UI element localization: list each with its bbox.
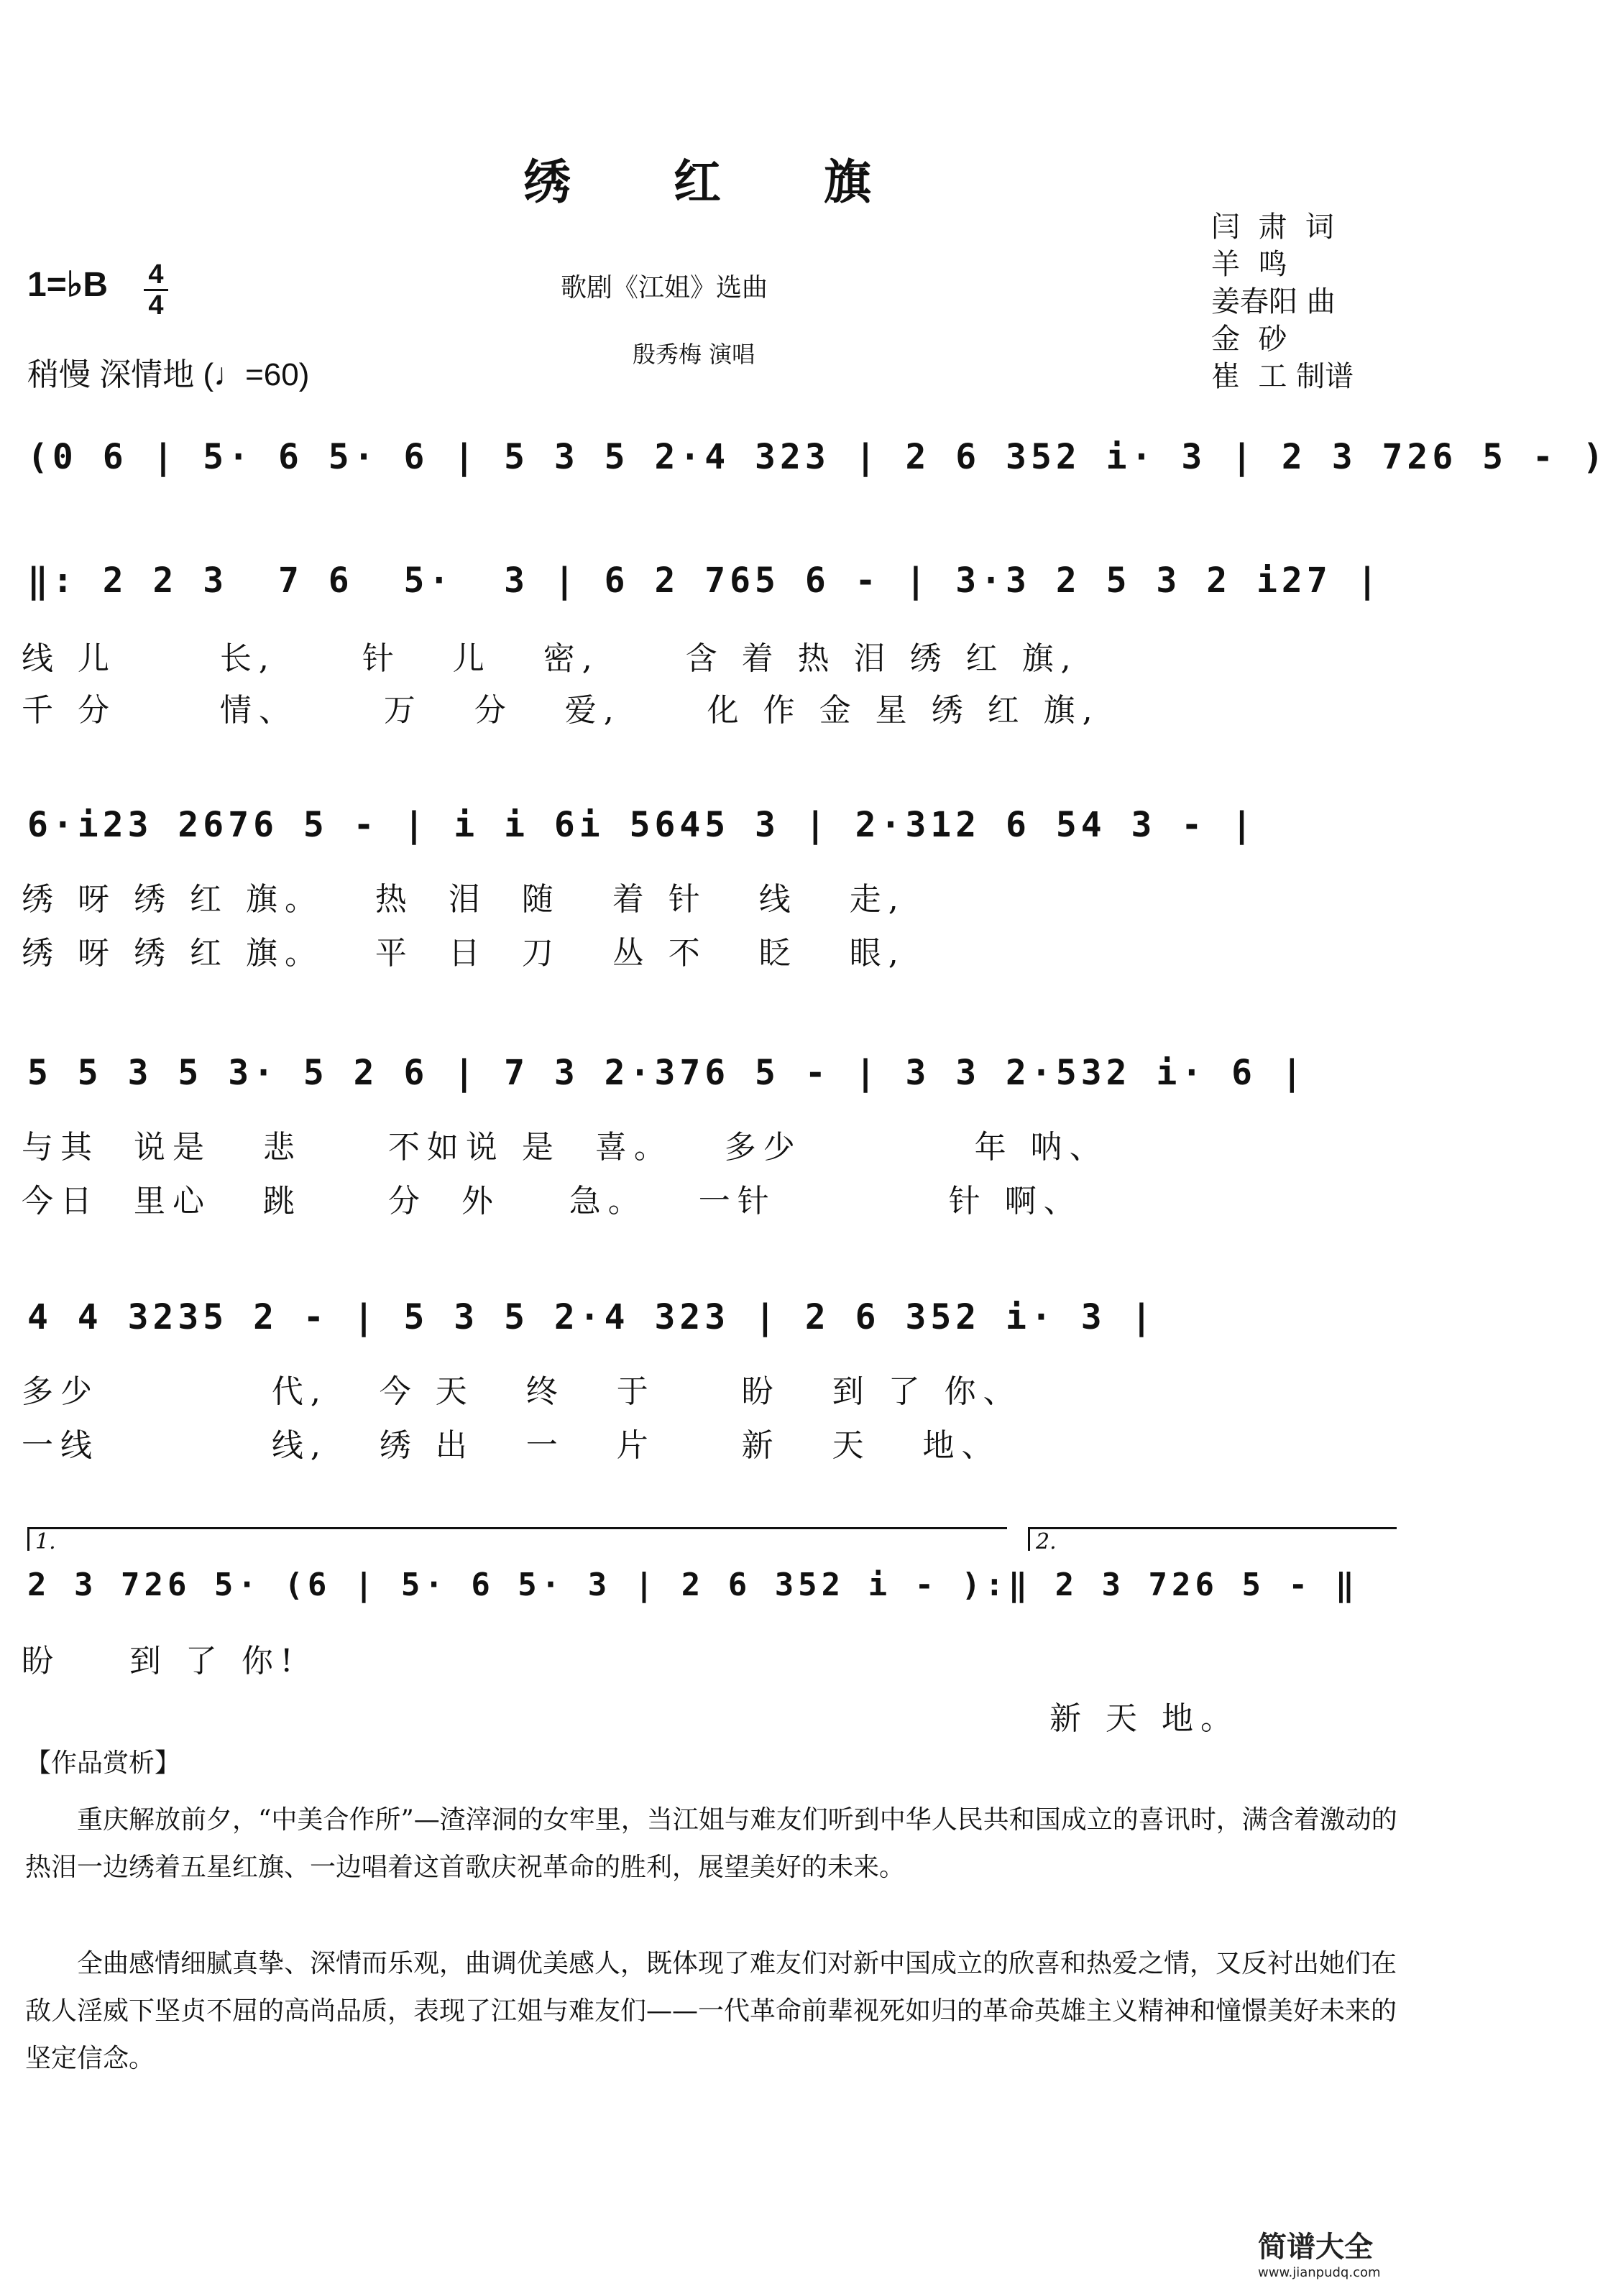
site-logo [1258,2224,1423,2282]
row2-lyric-verse1: 绣 呀 绣 红 旗。 热 泪 随 着 针 线 走, [22,881,906,918]
site-logo-url: www.jianpudq.com [1258,2265,1381,2280]
row1-notes: ‖: 2 2 3 7 6 5· 3 | 6 2 765 6 - | 3·3 2 5 3 2 i27 | [27,561,1382,601]
volta-bracket-1 [27,1527,1007,1554]
row4-notes: 4 4 3235 2 - | 5 3 5 2·4 323 | 2 6 352 i· 3 | [27,1297,1157,1337]
key-signature: 1=♭B [27,266,109,304]
credit-composer-1: 羊 鸣 [1211,248,1287,281]
credit-lyricist: 闫 肃 词 [1211,211,1334,244]
row3-notes: 5 5 3 5 3· 5 2 6 | 7 3 2·376 5 - | 3 3 2·532 i· 6 | [27,1053,1307,1093]
subtitle: 歌剧《江姐》选曲 [561,273,768,303]
singer: 殷秀梅 演唱 [633,341,755,368]
row5-lyric-verse1: 盼 到 了 你! [22,1643,300,1679]
tempo-marking: 稍慢 深情地 (♩=60) [27,357,310,392]
row5-lyric-verse2: 新 天 地。 [1049,1700,1239,1737]
time-signature-bottom: 4 [148,290,164,321]
row4-lyric-verse2: 一线 线, 绣 出 一 片 新 天 地、 [22,1427,1001,1464]
volta-label-2: 2. [1036,1529,1057,1554]
credit-composer-3: 金 砂 [1211,323,1287,356]
row1-lyric-verse1: 线 儿 长, 针 儿 密, 含 着 热 泪 绣 红 旗, [22,640,1078,677]
page-title: 绣 红 旗 [523,155,914,210]
row2-notes: 6·i23 2676 5 - | i i 6i 5645 3 | 2·312 6 54 3 - | [27,805,1257,845]
site-logo-name: 简谱大全 [1258,2231,1373,2264]
time-signature-top: 4 [148,259,164,290]
volta-label-1: 1. [35,1529,56,1554]
intro-notes: (0 6 | 5· 6 5· 6 | 5 3 5 2·4 323 | 2 6 352 i· 3 | 2 3 726 5 - ) [27,437,1608,477]
row3-lyric-verse1: 与其 说是 悲 不如说 是 喜。 多少 年 呐、 [22,1129,1108,1166]
credits-block [1211,208,1354,395]
credit-transcriber: 崔 工 制谱 [1211,360,1354,393]
row2-lyric-verse2: 绣 呀 绣 红 旗。 平 日 刀 丛 不 眨 眼, [22,935,906,972]
row3-lyric-verse2: 今日 里心 跳 分 外 急。 一针 针 啊、 [22,1183,1083,1220]
analysis-paragraph-2: 全曲感情细腻真挚、深情而乐观，曲调优美感人，既体现了难友们对新中国成立的欣喜和热爱之情，又反衬出她们在敌人淫威下坚贞不屈的高尚品质，表现了江姐与难友们——一代革命前辈视死如归的革命英雄主义精神和憧憬美好未来的坚定信念。 [25,1949,1397,2073]
volta-bracket-2 [1028,1527,1397,1554]
row1-lyric-verse2: 千 分 情、 万 分 爱, 化 作 金 星 绣 红 旗, [22,692,1100,729]
row5-notes: 2 3 726 5· (6 | 5· 6 5· 3 | 2 6 352 i - ):‖ 2 3 726 5 - ‖ [27,1567,1359,1603]
analysis-heading: 【作品赏析】 [25,1748,181,1778]
row4-lyric-verse1: 多少 代, 今 天 终 于 盼 到 了 你、 [22,1373,1022,1410]
analysis-paragraph-1: 重庆解放前夕，“中美合作所”—渣滓洞的女牢里，当江姐与难友们听到中华人民共和国成立的喜讯时，满含着激动的热泪一边绣着五星红旗、一边唱着这首歌庆祝革命的胜利，展望美好的未来。 [25,1805,1397,1882]
credit-composer-2: 姜春阳 曲 [1211,285,1336,318]
time-signature [144,260,168,320]
